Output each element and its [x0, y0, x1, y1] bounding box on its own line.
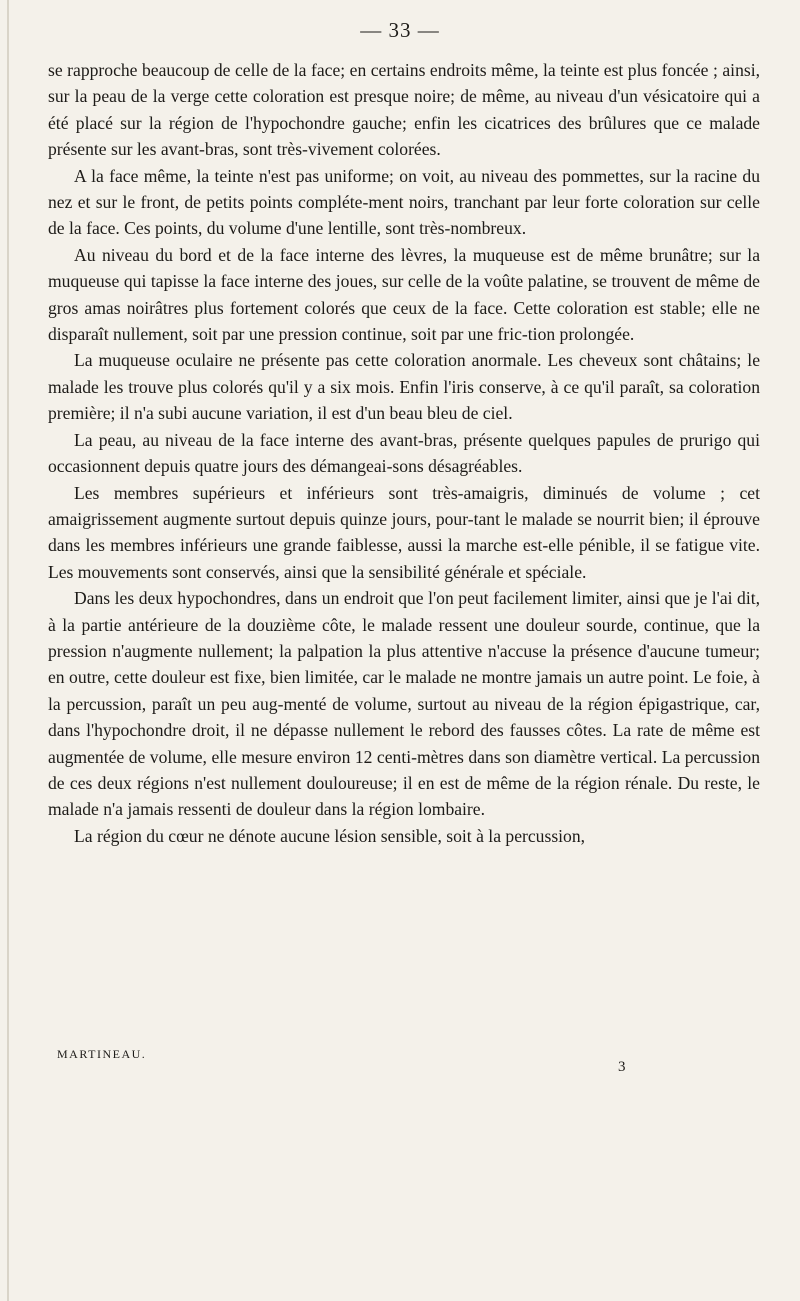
paragraph: Au niveau du bord et de la face interne des lèvres, la muqueuse est de même brunâtre; sur la muqueuse qui tapisse la face interne des joues, sur celle de la voûte palatine, se trouvent de même de gros amas noirâtres plus fortement colorés que ceux de la face. Cette coloration est stable; elle ne disparaît nullement, soit par une pression continue, soit par une fric-tion prolongée. [48, 244, 760, 345]
body-text [48, 57, 760, 849]
paragraph: A la face même, la teinte n'est pas uniforme; on voit, au niveau des pommettes, sur la racine du nez et sur le front, de petits points compléte-ment noirs, tranchant par leur forte coloration sur celle de la face. Ces points, du volume d'une lentille, sont très-nombreux. [48, 165, 760, 239]
page-edge-divider [7, 0, 9, 1301]
paragraph: Dans les deux hypochondres, dans un endroit que l'on peut facilement limiter, ainsi que je l'ai dit, à la partie antérieure de la douzième côte, le malade ressent une douleur sourde, continue, que la pression n'augmente nullement; la palpation la plus attentive n'accuse la présence d'aucune tumeur; en outre, cette douleur est fixe, bien limitée, car le malade ne montre jamais un autre point. Le foie, à la percussion, paraît un peu aug-menté de volume, surtout au niveau de la région épigastrique, car, dans l'hypochondre droit, il ne dépasse nullement le rebord des fausses côtes. La rate de même est augmentée de volume, elle mesure environ 12 centi-mètres dans son diamètre vertical. La percussion de ces deux régions n'est nullement douloureuse; il en est de même de la région rénale. Du reste, le malade n'a jamais ressenti de douleur dans la région lombaire. [48, 588, 760, 820]
sheet-number: 3 [618, 1059, 626, 1075]
paragraph: La région du cœur ne dénote aucune lésion sensible, soit à la percussion, [74, 825, 586, 846]
page-footer [0, 1047, 800, 1087]
printer-signature: MARTINEAU. [57, 1047, 147, 1061]
paragraph: La muqueuse oculaire ne présente pas cette coloration anormale. Les cheveux sont châtains; le malade les trouve plus colorés qu'il y a six mois. Enfin l'iris conserve, à ce qu'il paraît, sa coloration première; il n'a subi aucune variation, il est d'un beau bleu de ciel. [48, 350, 760, 424]
page-number: — 33 — [360, 18, 440, 42]
paragraph: Les membres supérieurs et inférieurs sont très-amaigris, diminués de volume ; cet amaigrissement augmente surtout depuis quinze jours, pour-tant le malade se nourrit bien; il éprouve dans les membres inférieurs une grande faiblesse, aussi la marche est-elle pénible, il se fatigue vite. Les mouvements sont conservés, ainsi que la sensibilité générale et spéciale. [48, 482, 760, 582]
paragraph: se rapproche beaucoup de celle de la face; en certains endroits même, la teinte est plus foncée ; ainsi, sur la peau de la verge cette coloration est presque noire; de même, au niveau d'un vésicatoire qui a été placé sur la région de l'hypochondre gauche; enfin les cicatrices des brûlures que ce malade présente sur les avant-bras, sont très-vivement colorées. [48, 60, 760, 160]
paragraph: La peau, au niveau de la face interne des avant-bras, présente quelques papules de prurigo qui occasionnent depuis quatre jours des démangeai-sons désagréables. [48, 429, 760, 477]
